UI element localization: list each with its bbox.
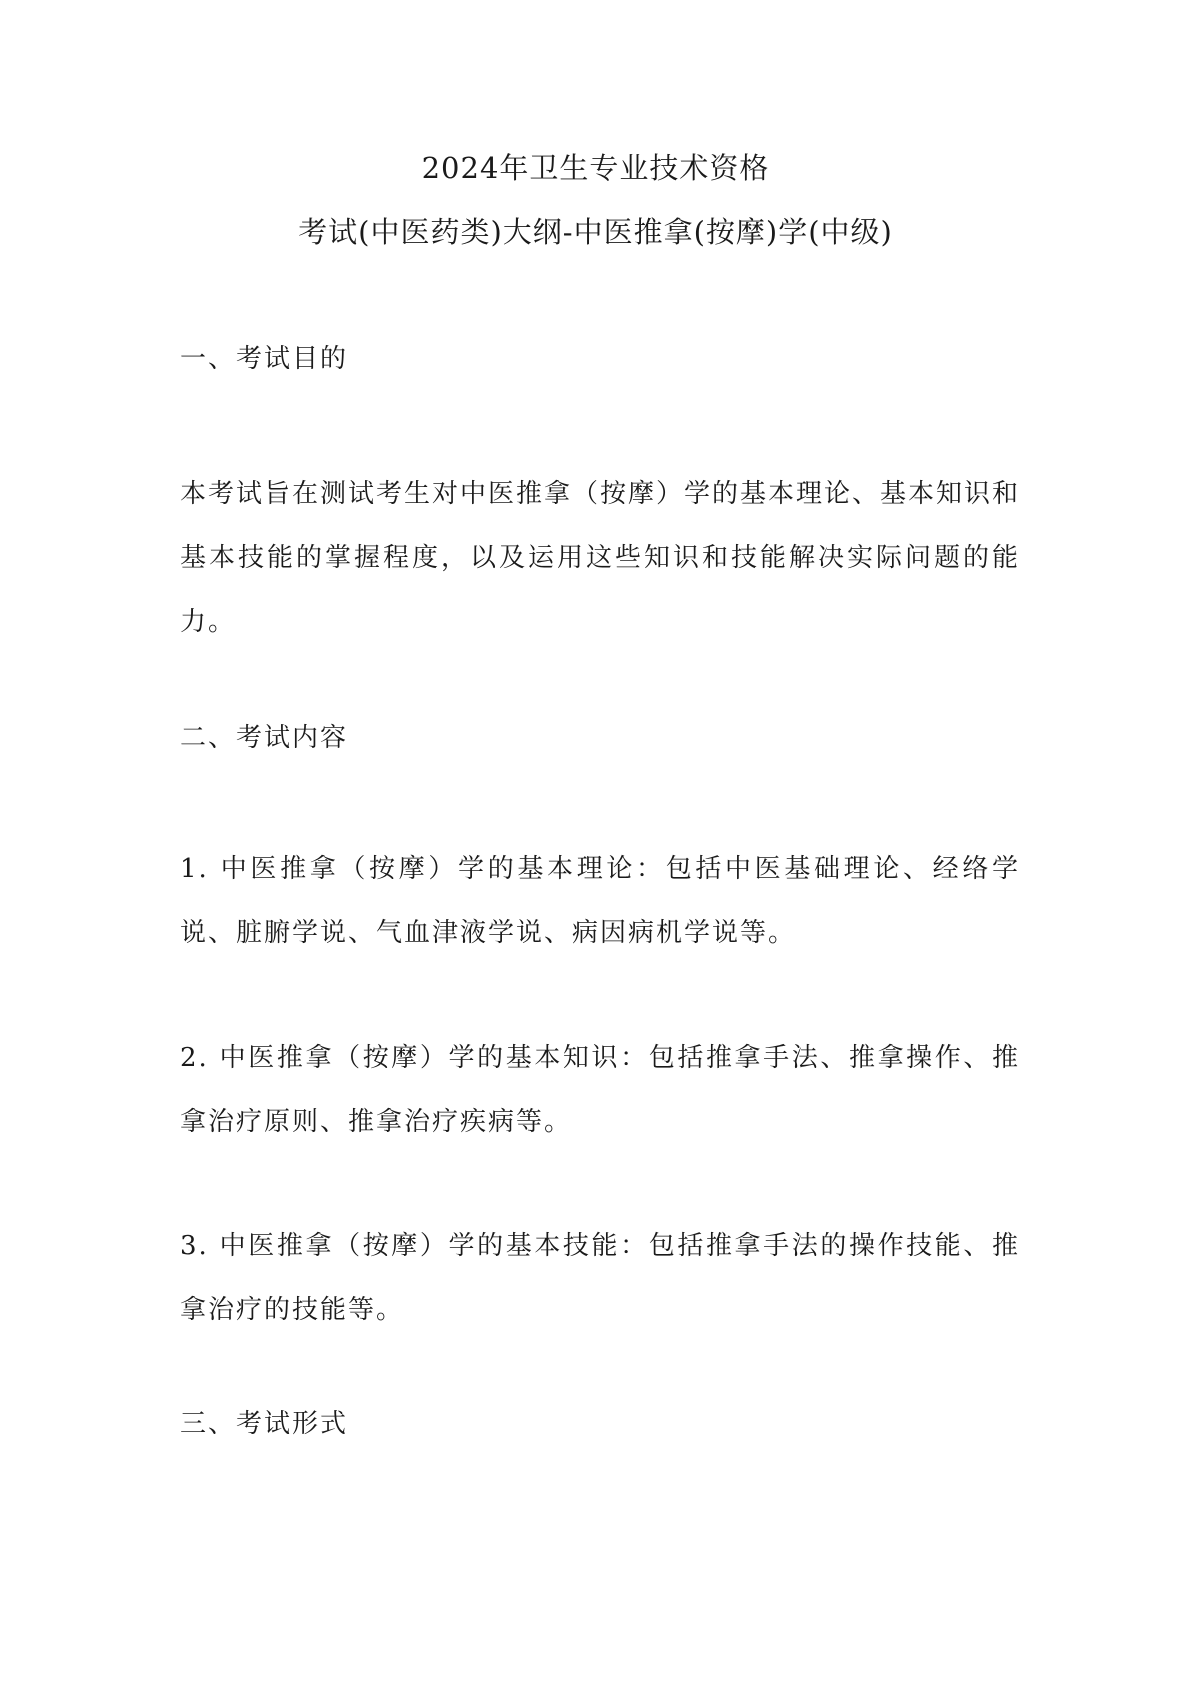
document-title-line-2: 考试(中医药类)大纲-中医推拿(按摩)学(中级): [298, 215, 893, 249]
paragraph-content-item-2: 2. 中医推拿（按摩）学的基本知识：包括推拿手法、推拿操作、推拿治疗原则、推拿治疗疾病等。: [180, 1043, 1020, 1137]
section-heading-content: 二、考试内容: [180, 723, 349, 753]
paragraph-content-item-3: 3. 中医推拿（按摩）学的基本技能：包括推拿手法的操作技能、推拿治疗的技能等。: [180, 1231, 1020, 1325]
section-heading-purpose: 一、考试目的: [180, 344, 349, 374]
paragraph-purpose: 本考试旨在测试考生对中医推拿（按摩）学的基本理论、基本知识和基本技能的掌握程度，以及运用这些知识和技能解决实际问题的能力。: [180, 479, 1021, 637]
paragraph-content-item-1: 1. 中医推拿（按摩）学的基本理论：包括中医基础理论、经络学说、脏腑学说、气血津液学说、病因病机学说等。: [180, 854, 1020, 948]
section-heading-format: 三、考试形式: [180, 1409, 349, 1439]
document-title-line-1: 2024年卫生专业技术资格: [421, 151, 770, 185]
